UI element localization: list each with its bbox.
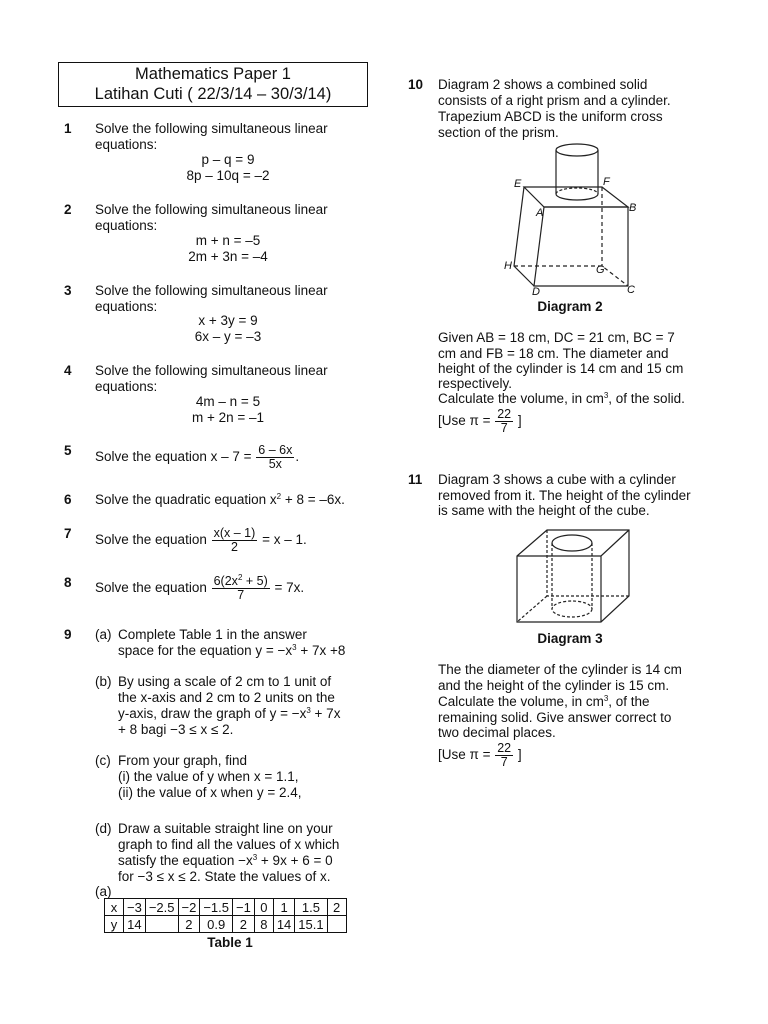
table-row — [105, 916, 347, 933]
question-number: 9 — [64, 627, 72, 642]
paper-subtitle: Latihan Cuti ( 22/3/14 – 30/3/14) — [94, 85, 332, 103]
cube-hidden-edges — [517, 530, 629, 622]
table-cell: 1 — [273, 899, 294, 916]
table-caption: Table 1 — [207, 935, 253, 950]
question-line: Diagram 3 shows a cube with a cylinder — [438, 472, 676, 487]
instruction-line — [438, 694, 650, 710]
fraction — [495, 408, 513, 435]
table-cell: x — [105, 899, 124, 916]
fraction-denominator: 7 — [500, 421, 508, 435]
exponent: 3 — [603, 694, 609, 703]
vertex-label-a: A — [536, 207, 544, 219]
question-text: Solve the following simultaneous linear equations: — [95, 363, 328, 394]
question-number: 2 — [64, 202, 72, 217]
part-label: (a) — [95, 627, 112, 642]
fraction-numerator: 22 — [497, 407, 512, 421]
table-cell: −1 — [233, 899, 255, 916]
table-cell: y — [105, 916, 124, 933]
cylinder-hole-sides — [552, 543, 592, 609]
vertex-label-d: D — [532, 286, 540, 298]
question-suffix: = x – 1. — [262, 532, 307, 548]
cylinder-base — [556, 194, 598, 200]
given-line: cm and FB = 18 cm. The diameter and — [438, 346, 669, 361]
question-number: 5 — [64, 443, 72, 458]
question-number: 6 — [64, 492, 72, 507]
paper-title-box — [58, 62, 368, 107]
given-line: Given AB = 18 cm, DC = 21 cm, BC = 7 — [438, 330, 675, 345]
diagram-caption: Diagram 2 — [537, 299, 603, 314]
text-part: space for the equation y = −x — [118, 643, 293, 658]
text-part: [Use π = — [438, 747, 491, 763]
table-cell: 14 — [273, 916, 294, 933]
fraction-denominator: 7 — [237, 588, 245, 602]
equation: 6x – y = –3 — [194, 329, 262, 344]
question-line: section of the prism. — [438, 125, 559, 140]
table-cell: 1.5 — [295, 899, 327, 916]
text-part: satisfy the equation −x — [118, 853, 253, 868]
instruction-line: two decimal places. — [438, 725, 556, 740]
equation: m + 2n = –1 — [191, 410, 265, 425]
vertex-label-e: E — [514, 178, 522, 190]
question-number: 8 — [64, 575, 72, 590]
question-prefix: Solve the quadratic equation x — [95, 492, 277, 507]
cylinder-hole-top — [552, 535, 592, 551]
part-b-line: + 8 bagi −3 ≤ x ≤ 2. — [118, 722, 234, 737]
question-text — [95, 527, 307, 554]
question-prefix: Solve the equation x – 7 = — [95, 449, 252, 465]
part-label: (b) — [95, 674, 112, 689]
text-part: Calculate the volume, in cm — [438, 391, 604, 406]
part-d-line — [118, 853, 333, 869]
vertex-label-g: G — [596, 264, 605, 276]
vertex-label-b: B — [629, 202, 637, 214]
part-a-line — [118, 643, 345, 659]
fraction-numerator: 22 — [497, 741, 512, 755]
question-number: 7 — [64, 526, 72, 541]
fraction — [495, 742, 513, 769]
fraction — [256, 444, 294, 471]
part-b-line: By using a scale of 2 cm to 1 unit of — [118, 674, 332, 689]
part-c-line: From your graph, find — [118, 753, 248, 768]
exponent: 2 — [276, 492, 282, 501]
question-line: Diagram 2 shows a combined solid — [438, 77, 648, 92]
given-line: The the diameter of the cylinder is 14 cm — [438, 662, 682, 677]
equation: p – q = 9 — [201, 152, 255, 167]
part-c-line: (i) the value of y when x = 1.1, — [118, 769, 299, 784]
table-cell: 15.1 — [295, 916, 327, 933]
table-cell: −2 — [178, 899, 200, 916]
fraction-numerator: x(x – 1) — [213, 526, 256, 540]
prism-top — [524, 187, 628, 207]
question-text — [95, 575, 304, 602]
prism-front — [534, 207, 628, 286]
table-cell: 0 — [254, 899, 273, 916]
part-d-line: Draw a suitable straight line on your — [118, 821, 333, 836]
table-cell: 8 — [254, 916, 273, 933]
table-cell: −1.5 — [200, 899, 233, 916]
fraction-denominator: 7 — [500, 755, 508, 769]
question-number: 3 — [64, 283, 72, 298]
part-label: (c) — [95, 753, 111, 768]
fraction-numerator: 6 – 6x — [258, 443, 293, 457]
paper-title: Mathematics Paper 1 — [135, 65, 291, 83]
instruction-line: remaining solid. Give answer correct to — [438, 710, 672, 725]
question-text: Solve the following simultaneous linear equations: — [95, 121, 328, 152]
given-line: respectively. — [438, 376, 513, 391]
diagram-caption: Diagram 3 — [537, 631, 603, 646]
question-prefix: Solve the equation — [95, 532, 207, 548]
vertex-label-c: C — [627, 284, 635, 296]
question-text: Solve the following simultaneous linear equations: — [95, 283, 328, 314]
question-suffix: = 7x. — [274, 580, 305, 596]
part-a-line: Complete Table 1 in the answer — [118, 627, 307, 642]
cylinder-hole-base — [552, 601, 592, 617]
table-cell: 2 — [327, 899, 346, 916]
exponent: 3 — [306, 706, 311, 715]
exponent: 2 — [237, 573, 243, 582]
question-prefix: Solve the equation — [95, 580, 207, 596]
equation: m + n = –5 — [195, 233, 261, 248]
pi-hint — [438, 408, 522, 435]
question-line: is same with the height of the cube. — [438, 503, 650, 518]
fraction — [212, 575, 270, 602]
answer-label: (a) — [95, 884, 112, 899]
fraction-numerator — [212, 575, 270, 589]
vertex-label-f: F — [603, 176, 610, 188]
question-text — [95, 444, 299, 471]
diagram-3 — [505, 518, 645, 628]
question-number: 1 — [64, 121, 72, 136]
text-part: ] — [517, 413, 522, 429]
question-number: 11 — [408, 472, 423, 487]
text-part: + 9x + 6 = 0 — [257, 853, 333, 868]
exponent: 3 — [292, 643, 297, 652]
given-line: and the height of the cylinder is 15 cm. — [438, 678, 670, 693]
fraction-denominator: 2 — [230, 540, 238, 554]
text-part: ] — [517, 747, 522, 763]
question-text: Solve the following simultaneous linear equations: — [95, 202, 328, 233]
fraction — [212, 527, 258, 554]
equation: 2m + 3n = –4 — [188, 249, 268, 264]
text-part: + 7x — [310, 706, 341, 721]
table-cell: 2 — [178, 916, 200, 933]
text-part: + 7x +8 — [296, 643, 346, 658]
equation: 8p – 10q = –2 — [186, 168, 270, 183]
question-line: removed from it. The height of the cylinder — [438, 488, 691, 503]
numerator-part: + 5) — [242, 574, 268, 588]
table-1 — [104, 898, 347, 933]
text-part: y-axis, draw the graph of y = −x — [118, 706, 307, 721]
table-cell: 14 — [124, 916, 146, 933]
text-part: Calculate the volume, in cm — [438, 694, 604, 709]
prism-side — [514, 187, 534, 286]
question-number: 4 — [64, 363, 72, 378]
vertex-label-h: H — [504, 260, 512, 272]
part-b-line — [118, 706, 340, 722]
question-suffix: + 8 = –6x. — [281, 492, 345, 507]
question-line: consists of a right prism and a cylinder. — [438, 93, 671, 108]
cylinder-top — [556, 144, 598, 156]
exponent: 3 — [603, 391, 609, 400]
table-cell — [327, 916, 346, 933]
table-cell: 0.9 — [200, 916, 233, 933]
table-cell — [145, 916, 178, 933]
given-line: height of the cylinder is 14 cm and 15 cm — [438, 361, 684, 376]
fraction-denominator: 5x — [268, 457, 282, 471]
text-part: , of the — [608, 694, 650, 709]
diagram-2 — [500, 138, 660, 298]
part-b-line: the x-axis and 2 cm to 2 units on the — [118, 690, 335, 705]
prism-hidden-edges — [514, 187, 628, 286]
table-cell: −2.5 — [145, 899, 178, 916]
table-cell: 2 — [233, 916, 255, 933]
part-d-line: for −3 ≤ x ≤ 2. State the values of x. — [118, 869, 331, 884]
question-text — [95, 492, 345, 508]
exponent: 3 — [252, 853, 258, 862]
table-cell: −3 — [124, 899, 146, 916]
part-c-line: (ii) the value of x when y = 2.4, — [118, 785, 302, 800]
instruction-line — [438, 391, 685, 407]
equation: 4m – n = 5 — [195, 394, 261, 409]
numerator-part: 6(2x — [213, 574, 238, 588]
text-part: [Use π = — [438, 413, 491, 429]
question-suffix: . — [295, 449, 300, 465]
table-row — [105, 899, 347, 916]
part-label: (d) — [95, 821, 112, 836]
part-d-line: graph to find all the values of x which — [118, 837, 340, 852]
equation: x + 3y = 9 — [198, 313, 258, 328]
text-part: , of the solid. — [608, 391, 685, 406]
question-number: 10 — [408, 77, 424, 92]
pi-hint — [438, 742, 522, 769]
question-line: Trapezium ABCD is the uniform cross — [438, 109, 663, 124]
